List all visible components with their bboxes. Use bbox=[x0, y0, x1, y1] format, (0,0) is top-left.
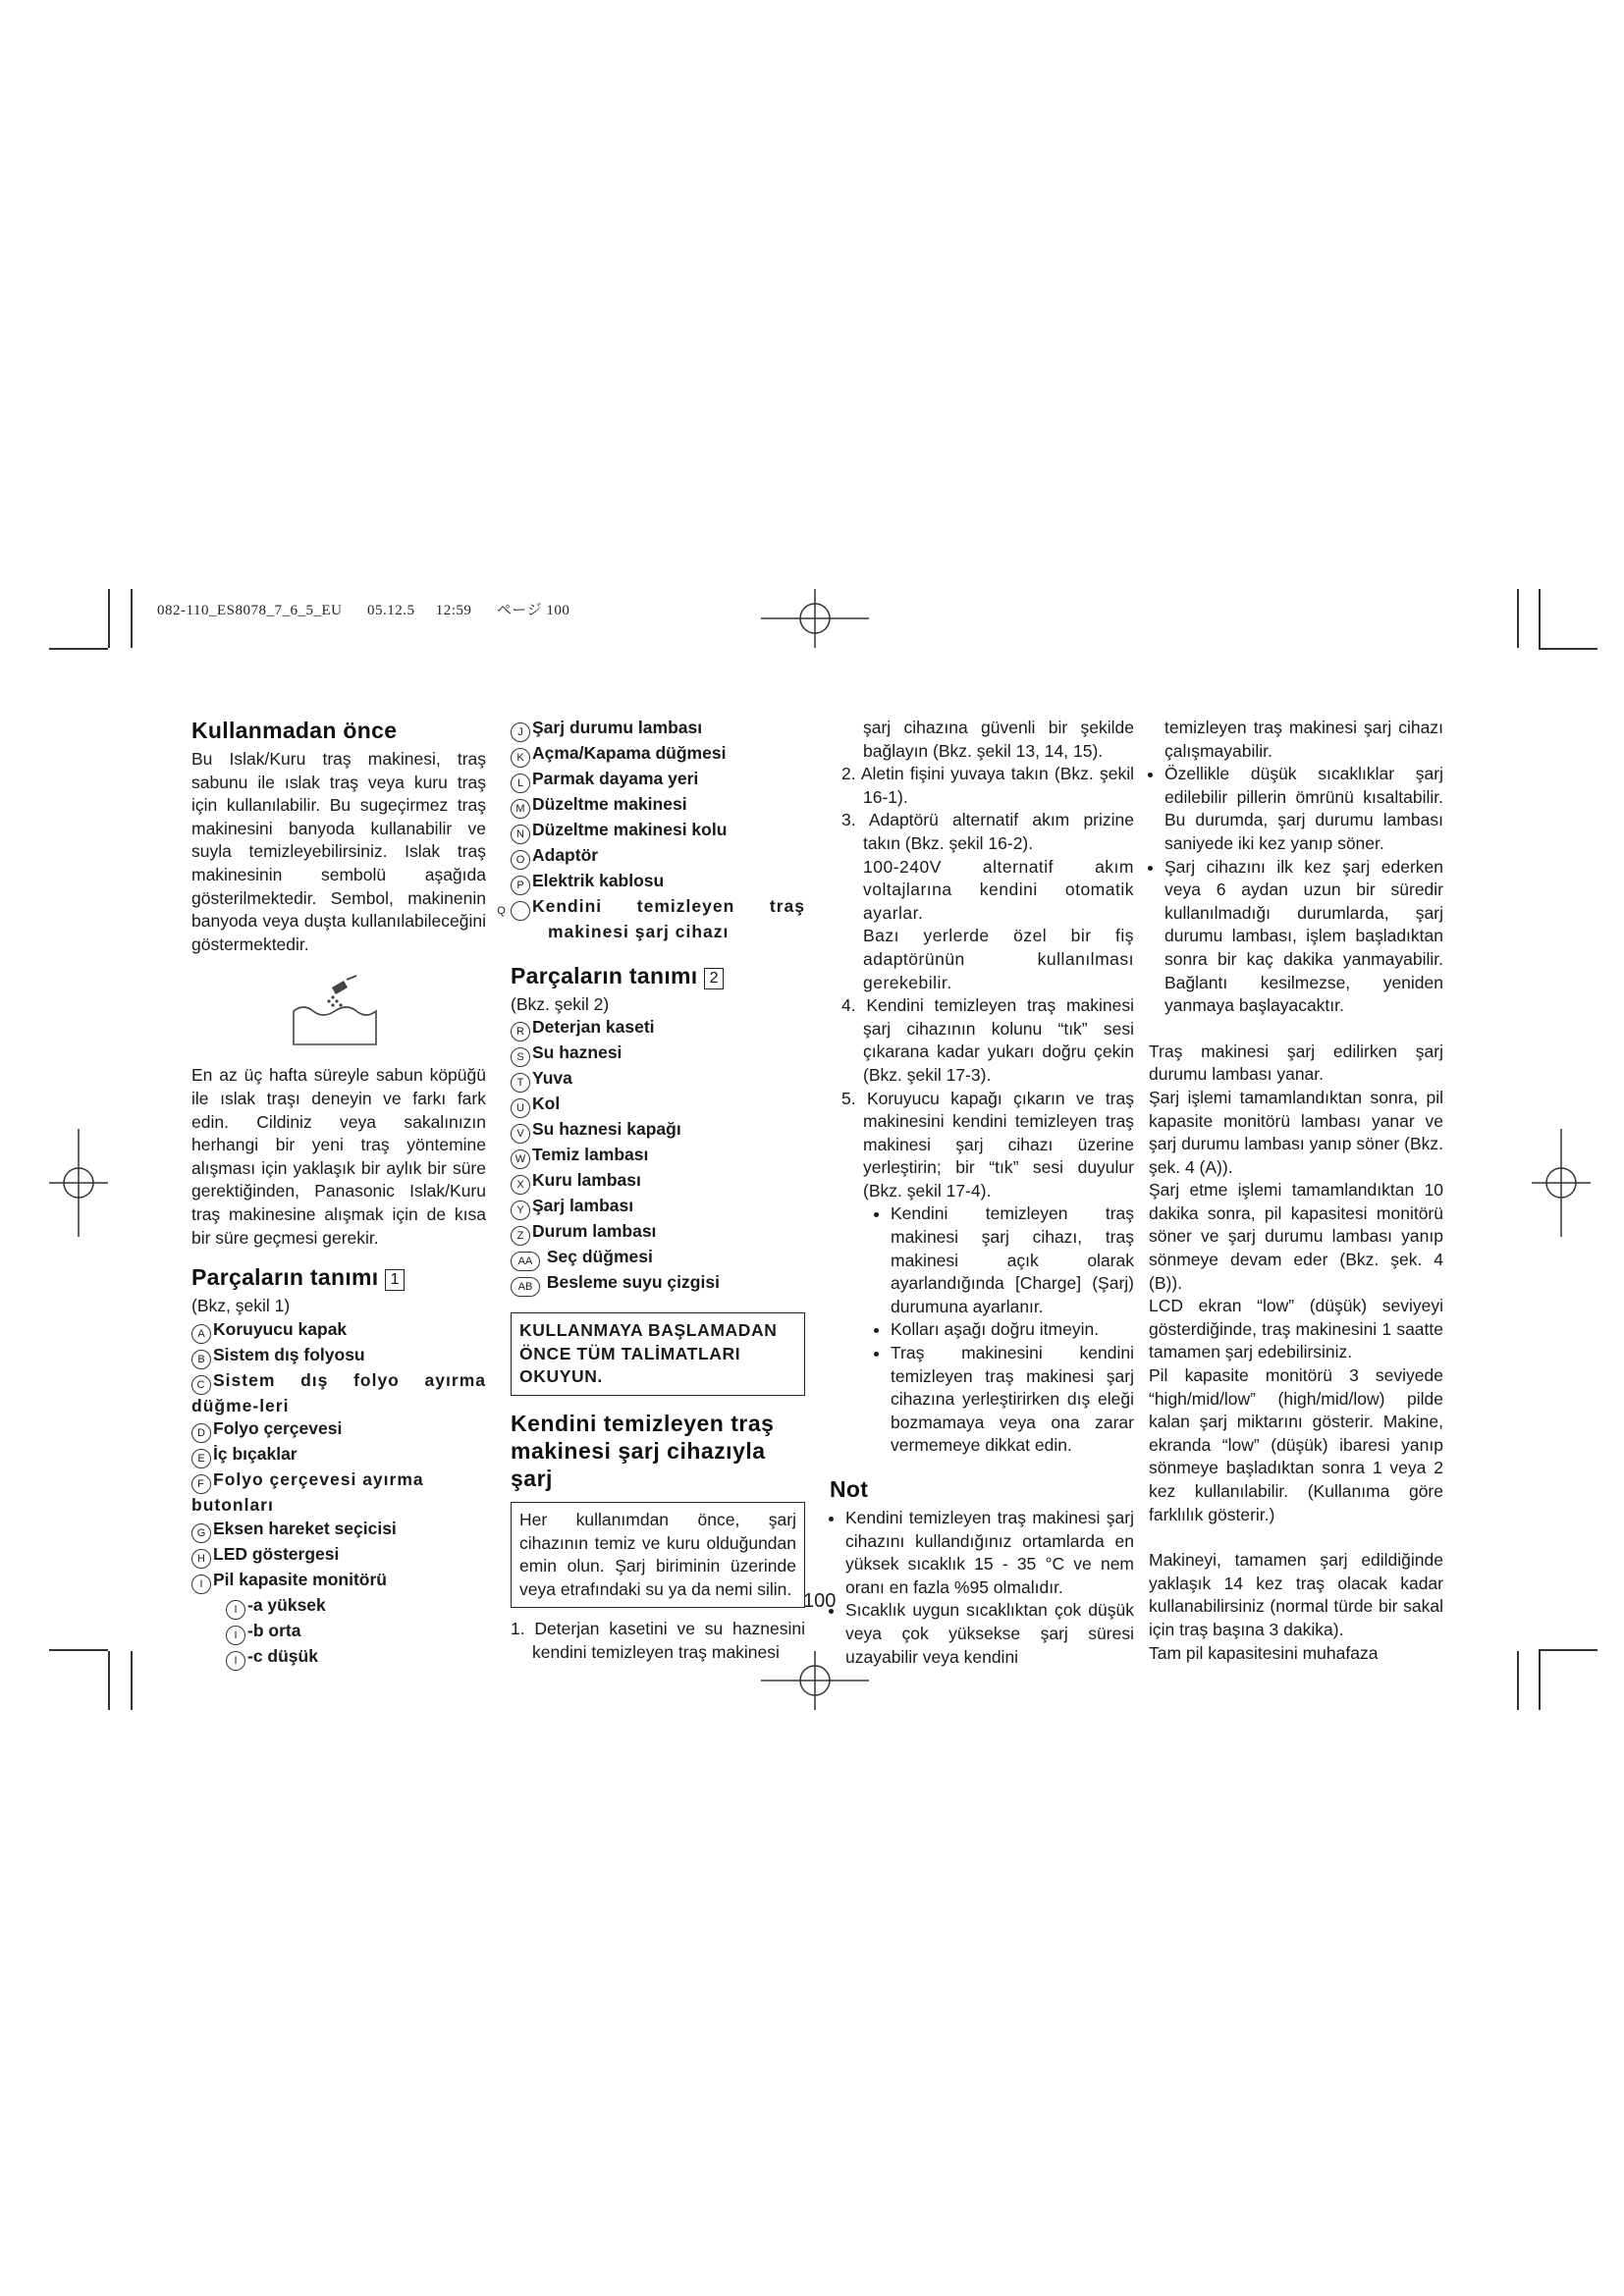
charge-para-3: Şarj etme işlemi tamamlandıktan 10 dakika sonra, pil kapasitesi monitörü söner ve şarj durumu lambası yanıp sönmeye devam eder (Bkz. şek. 4 (B)). bbox=[1149, 1180, 1443, 1293]
column-3 bbox=[830, 717, 1134, 1669]
sub-part-item: I -c düşük bbox=[191, 1645, 486, 1671]
heading-note: Not bbox=[830, 1476, 869, 1502]
part-item: L Parmak dayama yeri bbox=[511, 768, 805, 793]
bullet-item: • Traş makinesini kendini temizleyen traş makinesi şarj cihazına yerleştirirken dış eleği bozmamaya veya ona zarar vermemeye dikkat edin. bbox=[891, 1342, 1134, 1458]
heading-parts-2 bbox=[511, 962, 805, 989]
bullet-item: • Şarj cihazını ilk kez şarj ederken veya 6 aydan uzun bir süredir kullanılmadığı durumlarda, şarj durumu lambası, işlem başladıktan sonra bir kaç dakika yanmayabilir. Bağlantı kesilmezse, yeniden yanmaya başlayacaktır. bbox=[1164, 856, 1443, 1018]
part-item: X Kuru lambası bbox=[511, 1169, 805, 1195]
part-item: V Su haznesi kapağı bbox=[511, 1118, 805, 1144]
heading-parts-2-text: Parçaların tanımı bbox=[511, 962, 698, 988]
crop-mark bbox=[49, 648, 108, 650]
registration-mark-top bbox=[761, 589, 869, 648]
crop-mark bbox=[1539, 589, 1541, 648]
warning-box: KULLANMAYA BAŞLAMADAN ÖNCE TÜM TALİMATLARI OKUYUN. bbox=[511, 1312, 805, 1396]
part-item: AB Besleme suyu çizgisi bbox=[511, 1271, 805, 1297]
part-item: N Düzeltme makinesi kolu bbox=[511, 819, 805, 844]
crop-mark bbox=[131, 1651, 133, 1710]
part-item: P Elektrik kablosu bbox=[511, 870, 805, 895]
slug-file: 082-110_ES8078_7_6_5_EU bbox=[157, 603, 343, 618]
parts-ref-1: (Bkz, şekil 1) bbox=[191, 1296, 291, 1316]
part-item: Z Durum lambası bbox=[511, 1220, 805, 1246]
sub-part-item: I -b orta bbox=[191, 1620, 486, 1645]
part-item: AA Seç düğmesi bbox=[511, 1246, 805, 1271]
part-item: E İç bıçaklar bbox=[191, 1443, 486, 1468]
charge-para-6: Makineyi, tamamen şarj edildiğinde yaklaşık 14 kez traş olacak kadar kullanabilirsiniz (normal türde bir sakal için traş başına 3 dakika). bbox=[1149, 1550, 1443, 1639]
figure-number-2: 2 bbox=[704, 968, 724, 989]
crop-mark bbox=[131, 589, 133, 648]
step-3: 3. Adaptörü alternatif akım prizine takın (Bkz. şekil 16-2). bbox=[841, 810, 1134, 853]
print-slug bbox=[157, 599, 569, 619]
part-item: C Sistem dış folyo ayırma düğme-leri bbox=[191, 1369, 486, 1415]
figure-number-1: 1 bbox=[385, 1269, 405, 1291]
crop-mark bbox=[49, 1649, 108, 1651]
intro-paragraph: Bu Islak/Kuru traş makinesi, traş sabunu ile ıslak traş veya kuru traş için kullanılabilir. Bu sugeçirmez traş makinesini banyoda kullanabilir ve suyla temizleyebilirsiniz. Islak traş makinesinin sembolü aşağıda gösterilmektedir. Sembol, makinenin banyoda veya duşta kullanılabileceğini göstermektedir. bbox=[191, 749, 486, 954]
step-3-adapter: Bazı yerlerde özel bir fiş adaptörünün kullanılması gerekebilir. bbox=[863, 926, 1134, 992]
part-item: I Pil kapasite monitörü bbox=[191, 1569, 486, 1594]
shower-bath-icon bbox=[288, 974, 382, 1050]
part-item: S Su haznesi bbox=[511, 1041, 805, 1067]
crop-mark bbox=[1517, 589, 1519, 648]
note-bullets bbox=[830, 1507, 1134, 1669]
charge-para-2: Şarj işlemi tamamlandıktan sonra, pil kapasite monitörü lambası yanar ve şarj durumu lambası yanıp söner (Bkz. şek. 4 (A)). bbox=[1149, 1087, 1443, 1177]
bullet-item: • Kendini temizleyen traş makinesi şarj cihazını kullandığınız ortamlarda en yüksek sıcaklık 15 - 35 °C ve nem oranı en fazla %95 olmalıdır. bbox=[845, 1507, 1134, 1599]
heading-charger: Kendini temizleyen traş makinesi şarj cihazıyla şarj bbox=[511, 1410, 775, 1491]
slug-page: ページ 100 bbox=[496, 603, 570, 618]
bullet-item: • Kolları aşağı doğru itmeyin. bbox=[891, 1318, 1134, 1342]
charge-para-7: Tam pil kapasitesini muhafaza bbox=[1149, 1642, 1379, 1663]
crop-mark bbox=[1539, 1649, 1597, 1651]
col4-bullets bbox=[1149, 763, 1443, 1018]
bullet-item: • Sıcaklık uygun sıcaklıktan çok düşük veya çok yüksekse şarj süresi uzayabilir veya kendini bbox=[845, 1599, 1134, 1669]
crop-mark bbox=[108, 1651, 110, 1710]
heading-before-use: Kullanmadan önce bbox=[191, 718, 398, 743]
parts-ref-2: (Bkz. şekil 2) bbox=[511, 993, 610, 1014]
registration-mark-left bbox=[49, 1129, 108, 1237]
part-item: W Temiz lambası bbox=[511, 1144, 805, 1169]
part-item: K Açma/Kapama düğmesi bbox=[511, 742, 805, 768]
step-4: 4. Kendini temizleyen traş makinesi şarj cihazının kolunu “tık” sesi çıkarana kadar yukarı doğru çekin (Bkz. şekil 17-3). bbox=[841, 995, 1134, 1085]
part-item: T Yuva bbox=[511, 1067, 805, 1093]
crop-mark bbox=[1517, 1651, 1519, 1710]
part-item: O Adaptör bbox=[511, 844, 805, 870]
column-2 bbox=[497, 717, 805, 1665]
column-4 bbox=[1149, 717, 1443, 1665]
slug-time: 12:59 bbox=[435, 603, 472, 618]
col4-continued: temizleyen traş makinesi şarj cihazı çalışmayabilir. bbox=[1164, 718, 1443, 761]
step-1-cont: şarj cihazına güvenli bir şekilde bağlayın (Bkz. şekil 13, 14, 15). bbox=[863, 718, 1134, 761]
part-item: F Folyo çerçevesi ayırma butonları bbox=[191, 1469, 424, 1516]
part-item: J Şarj durumu lambası bbox=[511, 717, 805, 742]
part-item: D Folyo çerçevesi bbox=[191, 1417, 486, 1443]
heading-parts-1-text: Parçaların tanımı bbox=[191, 1264, 379, 1291]
part-item: Y Şarj lambası bbox=[511, 1195, 805, 1220]
column-1 bbox=[191, 717, 486, 1671]
part-item: G Eksen hareket seçicisi bbox=[191, 1518, 486, 1543]
part-item: B Sistem dış folyosu bbox=[191, 1344, 486, 1369]
step-5: 5. Koruyucu kapağı çıkarın ve traş makinesini kendini temizleyen traş makinesi şarj cihazı üzerine yerleştirin; bir “tık” sesi duyulur (Bkz. şekil 17-4). bbox=[841, 1088, 1134, 1201]
crop-mark bbox=[1539, 1651, 1541, 1710]
crop-mark bbox=[1539, 648, 1597, 650]
charge-para-4: LCD ekran “low” (düşük) seviyeyi gösterdiğinde, traş makinesini 1 saatte tamamen şarj edebilirsiniz. bbox=[1149, 1296, 1443, 1362]
part-item: A Koruyucu kapak bbox=[191, 1318, 486, 1344]
part-item: U Kol bbox=[511, 1093, 805, 1118]
slug-date: 05.12.5 bbox=[366, 603, 415, 618]
step-2: 2. Aletin fişini yuvaya takın (Bkz. şekil 16-1). bbox=[841, 764, 1134, 807]
step-5-bullets bbox=[830, 1202, 1134, 1458]
part-item: R Deterjan kaseti bbox=[511, 1016, 805, 1041]
step-3-voltage: 100-240V alternatif akım voltajlarına kendini otomatik ayarlar. bbox=[863, 856, 1134, 923]
charger-box: Her kullanımdan önce, şarj cihazının temiz ve kuru olduğundan emin olun. Şarj biriminin üzerinde veya etrafındaki su ya da nemi silin. bbox=[511, 1502, 805, 1608]
part-item: M Düzeltme makinesi bbox=[511, 793, 805, 819]
bullet-item: • Kendini temizleyen traş makinesi şarj cihazı, traş makinesi açık olarak ayarlandığında [Charge] (Şarj) durumuna ayarlanır. bbox=[891, 1202, 1134, 1318]
crop-mark bbox=[108, 589, 110, 648]
part-item: H LED göstergesi bbox=[191, 1543, 486, 1569]
wet-shave-symbol bbox=[191, 956, 486, 1064]
part-item: Q Kendini temizleyen traş makinesi şarj cihazı bbox=[497, 896, 805, 941]
charge-para-1: Traş makinesi şarj edilirken şarj durumu lambası yanar. bbox=[1149, 1041, 1443, 1085]
bullet-item: • Özellikle düşük sıcaklıklar şarj edilebilir pillerin ömrünü kısaltabilir. Bu durumda, şarj durumu lambası saniyede iki kez yanıp söner. bbox=[1164, 763, 1443, 855]
step-1: 1. Deterjan kasetini ve su haznesini kendini temizleyen traş makinesi bbox=[511, 1619, 805, 1662]
sub-part-item: I -a yüksek bbox=[191, 1594, 486, 1620]
charge-para-5: Pil kapasite monitörü 3 seviyede “high/mid/low” (high/mid/low) pilde kalan şarj miktarını gösterir. Makine, ekranda “low” (düşük) ibaresi yanıp sönmeye başladıktan sonra 1 veya 2 kez kullanılabilir. (Kullanıma göre farklılık gösterir.) bbox=[1149, 1365, 1443, 1524]
registration-mark-right bbox=[1532, 1129, 1591, 1237]
adaptation-paragraph: En az üç hafta süreyle sabun köpüğü ile ıslak traşı deneyin ve farkı fark edin. Cildiniz veya sakalınızın herhangi bir yeni traş yöntemine alışması için yaklaşık bir aylık bir süre gerektiğinden, Panasonic Islak/Kuru traş makinesine alışmak için de kısa bir süre geçmesi gerekir. bbox=[191, 1065, 486, 1248]
page-number: 100 bbox=[803, 1590, 837, 1612]
heading-parts-1 bbox=[191, 1263, 486, 1291]
